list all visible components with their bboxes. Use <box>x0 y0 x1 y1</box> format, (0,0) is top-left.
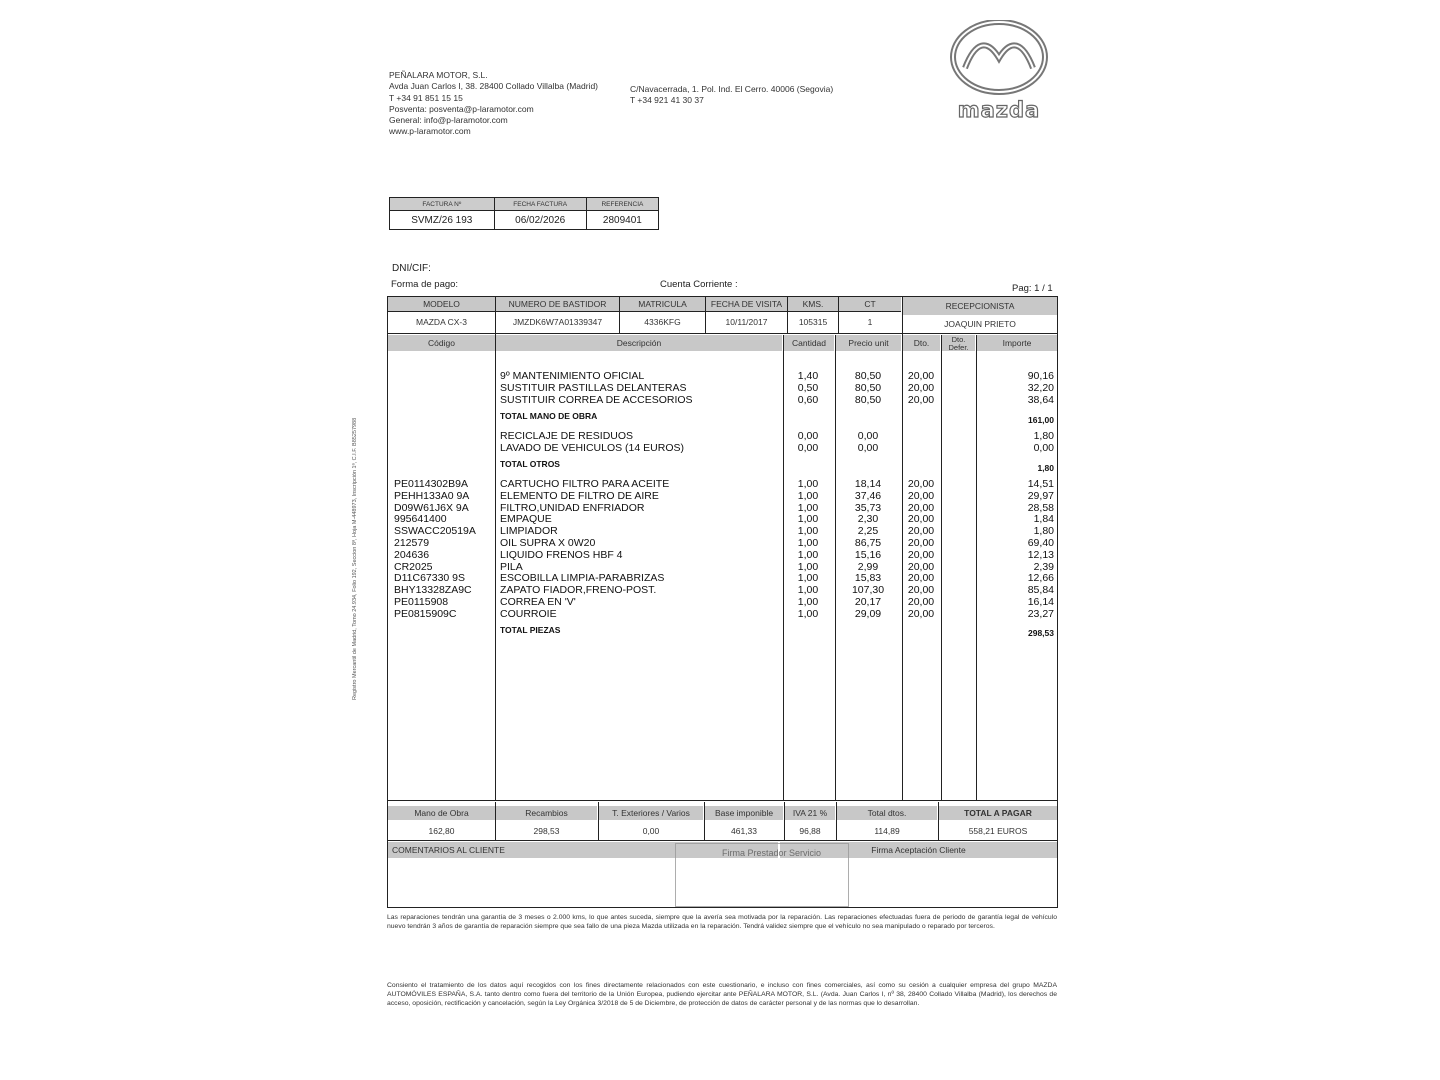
line-quantity: 0,60 <box>797 394 819 406</box>
line-amount: 1,80 <box>1033 525 1054 538</box>
line-description: SUSTITUIR PASTILLAS DELANTERAS <box>500 382 687 394</box>
line-description: EMPAQUE <box>500 513 552 526</box>
line-quantity: 1,00 <box>797 501 819 514</box>
line-price: 2,99 <box>857 560 879 573</box>
line-discount: 20,00 <box>907 584 935 597</box>
summary-exteriores: 0,00 <box>642 826 660 836</box>
line-amount: 12,66 <box>1027 572 1054 585</box>
column-line <box>784 802 785 840</box>
recepcionista-header: RECEPCIONISTA <box>903 297 1057 315</box>
line-description: FILTRO,UNIDAD ENFRIADOR <box>500 501 645 514</box>
others-total-amount: 1,80 <box>1037 463 1054 473</box>
line-items <box>388 297 1057 800</box>
line-price: 29,09 <box>854 607 882 620</box>
cantidad-header: Cantidad <box>784 335 834 351</box>
labour-total-label: TOTAL MANO DE OBRA <box>500 411 598 421</box>
line-discount: 20,00 <box>907 537 935 549</box>
line-description: OIL SUPRA X 0W20 <box>500 537 596 549</box>
line-code: SSWACC20519A <box>394 525 476 538</box>
line-description: COURROIE <box>500 607 557 620</box>
recepcionista-value: JOAQUIN PRIETO <box>944 319 1016 329</box>
line-code: PEHH133A0 9A <box>394 489 470 502</box>
forma-pago-label: Forma de pago: <box>391 279 459 290</box>
signature-client-header: Firma Aceptación Cliente <box>780 842 1057 858</box>
company-web: www.p-laramotor.com <box>389 126 471 137</box>
firma-prestador-label: Firma Prestador Servicio <box>722 848 822 858</box>
precio-header: Precio unit <box>836 335 901 351</box>
kms-header: KMS. <box>788 297 838 311</box>
importe-header: Importe <box>977 335 1057 351</box>
invoice-date: 06/02/2026 <box>494 211 586 230</box>
line-discount: 20,00 <box>907 560 935 573</box>
line-price: 15,16 <box>854 548 882 561</box>
line-quantity: 1,00 <box>797 489 819 502</box>
ct-value: 1 <box>867 317 873 327</box>
line-discount: 20,00 <box>907 382 935 394</box>
line-quantity: 1,00 <box>797 607 819 620</box>
invoice-reference-label: REFERENCIA <box>586 198 658 211</box>
line-quantity: 1,00 <box>797 525 819 538</box>
line-discount: 20,00 <box>907 489 935 502</box>
line-amount: 1,84 <box>1033 513 1054 526</box>
stamp <box>675 843 849 907</box>
line-discount: 20,00 <box>907 513 935 526</box>
summary-base: 461,33 <box>731 826 757 836</box>
matricula-value: 4336KFG <box>644 317 681 327</box>
line-price: 80,50 <box>854 382 882 394</box>
brand-wordmark: mazda <box>957 98 1041 122</box>
line-amount: 1,80 <box>1033 430 1054 442</box>
invoice-date-label: FECHA FACTURA <box>494 198 586 211</box>
line-description: LIQUIDO FRENOS HBF 4 <box>500 548 623 561</box>
registry-text: Registro Mercantil de Madrid, Tomo 24.934, Folio 192, Seccion 8ª, Hoja M-448973, Inscripción 1ª, C.I.F. B85257988 <box>352 417 358 700</box>
line-amount: 14,51 <box>1027 478 1054 490</box>
line-discount: 20,00 <box>907 501 935 514</box>
invoice-info-table <box>389 197 659 230</box>
line-quantity: 0,00 <box>797 442 819 454</box>
fecha-visita-value: 10/11/2017 <box>725 317 768 327</box>
summary-mano-obra-header: Mano de Obra <box>388 806 495 820</box>
summary-total: 558,21 EUROS <box>968 826 1028 836</box>
line-amount: 12,13 <box>1027 548 1054 561</box>
summary-iva: 96,88 <box>799 826 821 836</box>
parts-total-label: TOTAL PIEZAS <box>500 625 561 635</box>
company-address: Avda Juan Carlos I, 38. 28400 Collado Villalba (Madrid) <box>389 81 599 92</box>
summary-mano-obra: 162,80 <box>428 826 455 836</box>
line-price: 80,50 <box>854 370 882 382</box>
parts-total-amount: 298,53 <box>1028 628 1054 638</box>
line-price: 107,30 <box>851 584 885 597</box>
line-amount: 2,39 <box>1033 560 1054 573</box>
line-price: 86,75 <box>854 537 882 549</box>
line-discount: 20,00 <box>907 370 935 382</box>
company-postventa: Posventa: posventa@p-laramotor.com <box>389 103 534 114</box>
company-name: PEÑALARA MOTOR, S.L. <box>389 70 488 80</box>
second-phone: T +34 921 41 30 37 <box>630 95 704 106</box>
line-code: PE0115908 <box>394 596 449 608</box>
line-quantity: 1,00 <box>797 596 819 608</box>
line-amount: 38,64 <box>1027 394 1054 406</box>
line-code: PE0815909C <box>394 607 457 620</box>
bastidor-value: JMZDK6W7A01339347 <box>512 317 603 327</box>
line-discount: 20,00 <box>907 525 935 538</box>
line-price: 35,73 <box>854 501 882 514</box>
warranty-text: Las reparaciones tendrán una garantía de 3 meses o 2.000 kms, lo que antes suceda, siempre que la avería sea motivada por la reparación. Las reparaciones efectuadas fuera de periodo de garantía legal de vehículo nuevo tendrán 3 años de garantía de reparación siempre que sea fallo de una pieza Mazda utilizada en la reparación. Tendrá validez siempre que el vehículo no sea manipulado o reparado por terceros. <box>387 914 1057 931</box>
line-code: D09W61J6X 9A <box>394 501 469 514</box>
column-line <box>836 802 837 840</box>
line-price: 2,25 <box>857 525 879 538</box>
summary-total-header: TOTAL A PAGAR <box>939 806 1057 820</box>
line-description: ELEMENTO DE FILTRO DE AIRE <box>500 489 659 502</box>
column-line <box>495 802 496 840</box>
line-price: 0,00 <box>857 430 879 442</box>
line-amount: 28,58 <box>1027 501 1054 514</box>
page-number: Pag: 1 / 1 <box>1012 283 1053 294</box>
mazda-logo-icon <box>945 20 1053 124</box>
codigo-header: Código <box>388 335 495 351</box>
line-price: 2,30 <box>857 513 879 526</box>
invoice-reference: 2809401 <box>586 211 658 230</box>
ct-header: CT <box>839 297 901 311</box>
summary-recambios: 298,53 <box>533 826 560 836</box>
column-line <box>598 802 599 840</box>
summary-dtos: 114,89 <box>874 826 900 836</box>
comments-header: COMENTARIOS AL CLIENTE <box>388 842 778 858</box>
summary-exteriores-header: T. Exteriores / Varios <box>599 806 703 820</box>
line-code: CR2025 <box>394 560 433 573</box>
descripcion-header: Descripción <box>496 335 782 351</box>
line-description: CORREA EN 'V' <box>500 596 576 608</box>
column-line <box>938 802 939 840</box>
line-description: ESCOBILLA LIMPIA-PARABRIZAS <box>500 572 665 585</box>
dto-header: Dto. <box>903 335 940 351</box>
line-amount: 85,84 <box>1027 584 1054 597</box>
line-discount: 20,00 <box>907 478 935 490</box>
line-amount: 32,20 <box>1027 382 1054 394</box>
line-discount: 20,00 <box>907 572 935 585</box>
line-quantity: 1,00 <box>797 513 819 526</box>
line-description: ZAPATO FIADOR,FRENO-POST. <box>500 584 657 597</box>
line-code: D11C67330 9S <box>394 572 466 585</box>
line-discount: 20,00 <box>907 548 935 561</box>
divider <box>388 800 1057 801</box>
line-quantity: 0,00 <box>797 430 819 442</box>
line-quantity: 1,00 <box>797 584 819 597</box>
line-amount: 69,40 <box>1027 537 1054 549</box>
line-price: 37,46 <box>854 489 882 502</box>
line-amount: 29,97 <box>1027 489 1054 502</box>
line-amount: 23,27 <box>1027 607 1054 620</box>
matricula-header: MATRICULA <box>620 297 705 311</box>
divider <box>388 840 1057 841</box>
line-quantity: 1,00 <box>797 572 819 585</box>
line-price: 15,83 <box>854 572 882 585</box>
line-description: RECICLAJE DE RESIDUOS <box>500 430 634 442</box>
kms-value: 105315 <box>798 317 828 327</box>
line-price: 18,14 <box>854 478 882 490</box>
summary-recambios-header: Recambios <box>496 806 597 820</box>
line-code: 204636 <box>394 548 430 561</box>
company-phone: T +34 91 851 15 15 <box>389 92 463 103</box>
summary-base-header: Base imponible <box>705 806 783 820</box>
line-amount: 16,14 <box>1027 596 1054 608</box>
line-description: PILA <box>500 560 523 573</box>
column-line <box>704 802 705 840</box>
company-info <box>389 70 598 138</box>
line-quantity: 0,50 <box>797 382 819 394</box>
line-amount: 0,00 <box>1033 442 1054 454</box>
second-address-line: C/Navacerrada, 1. Pol. Ind. El Cerro. 40006 (Segovia) <box>630 84 834 94</box>
second-address <box>630 84 833 107</box>
line-quantity: 1,00 <box>797 537 819 549</box>
line-description: 9º MANTENIMIENTO OFICIAL <box>500 370 645 382</box>
line-code: BHY13328ZA9C <box>394 584 472 597</box>
line-quantity: 1,00 <box>797 478 819 490</box>
summary-dtos-header: Total dtos. <box>837 806 937 820</box>
invoice-number: SVMZ/26 193 <box>390 211 495 230</box>
line-description: SUSTITUIR CORREA DE ACCESORIOS <box>500 394 693 406</box>
line-code: PE0114302B9A <box>394 478 468 490</box>
line-amount: 90,16 <box>1027 370 1054 382</box>
line-price: 80,50 <box>854 394 882 406</box>
company-general: General: info@p-laramotor.com <box>389 115 508 126</box>
line-discount: 20,00 <box>907 607 935 620</box>
line-discount: 20,00 <box>907 394 935 406</box>
line-code: 995641400 <box>394 513 447 526</box>
fecha-visita-header: FECHA DE VISITA <box>706 297 787 311</box>
line-price: 0,00 <box>857 442 879 454</box>
cuenta-corriente-label: Cuenta Corriente : <box>660 279 738 290</box>
model-header: MODELO <box>388 297 495 311</box>
line-description: LAVADO DE VEHICULOS (14 EUROS) <box>500 442 684 454</box>
invoice-number-label: FACTURA Nº <box>390 198 495 211</box>
line-description: LIMPIADOR <box>500 525 558 538</box>
line-price: 20,17 <box>854 596 882 608</box>
bastidor-header: NUMERO DE BASTIDOR <box>496 297 619 311</box>
privacy-text: Consiento el tratamiento de los datos aquí recogidos con los fines directamente relacionados con este cuestionario, e incluso con fines comerciales, así como su cesión a cualquier empresa del grupo MAZDA AUTOMÓVILES ESPAÑA, S.A. tanto dentro como fuera del territorio de la Unión Europea, pudiendo ejercitar ante PEÑALARA MOTOR, S.L. (Avda. Juan Carlos I, nº 38, 28400 Collado Villalba (Madrid), los derechos de acceso, oposición, rectificación y cancelación, según la Ley Orgánica 3/2018 de 5 de Diciembre, de protección de datos de carácter personal y de las normas que lo desarrollan. <box>387 982 1057 1008</box>
line-quantity: 1,00 <box>797 560 819 573</box>
others-total-label: TOTAL OTROS <box>500 459 560 469</box>
line-quantity: 1,40 <box>797 370 819 382</box>
dni-label: DNI/CIF: <box>392 263 431 274</box>
dto-defer-header: Dto. Defer. <box>942 335 975 351</box>
invoice-body <box>387 296 1058 908</box>
line-quantity: 1,00 <box>797 548 819 561</box>
summary-iva-header: IVA 21 % <box>785 806 835 820</box>
model-value: MAZDA CX-3 <box>415 317 467 327</box>
line-discount: 20,00 <box>907 596 935 608</box>
labour-total-amount: 161,00 <box>1028 415 1054 425</box>
line-description: CARTUCHO FILTRO PARA ACEITE <box>500 478 670 490</box>
line-code: 212579 <box>394 537 430 549</box>
